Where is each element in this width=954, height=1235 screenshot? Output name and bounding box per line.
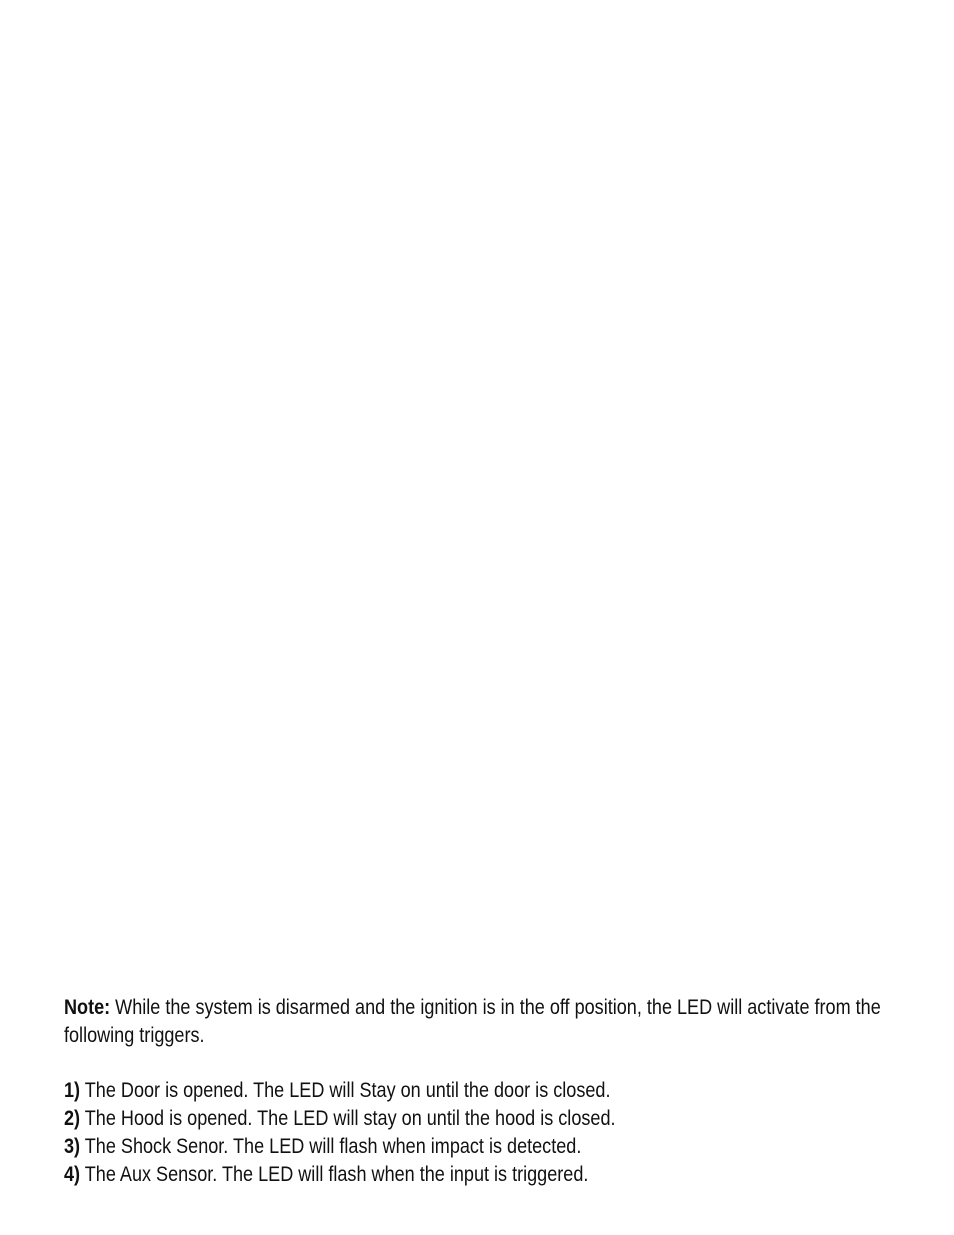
trigger-text: The Aux Sensor. The LED will flash when the input is triggered. <box>80 1163 589 1186</box>
note-paragraph <box>64 994 914 1050</box>
trigger-item-2 <box>64 1105 914 1133</box>
trigger-item-4 <box>64 1161 914 1189</box>
trigger-text: The Door is opened. The LED will Stay on until the door is closed. <box>80 1079 611 1102</box>
trigger-number: 1) <box>64 1079 81 1102</box>
trigger-item-1 <box>64 1077 914 1105</box>
trigger-text: The Hood is opened. The LED will stay on until the hood is closed. <box>80 1107 616 1130</box>
trigger-list <box>64 1077 914 1189</box>
note-label: Note: <box>64 996 111 1019</box>
note-section <box>64 994 914 1189</box>
trigger-item-3 <box>64 1133 914 1161</box>
note-text: While the system is disarmed and the ignition is in the off position, the LED will activate from the following triggers. <box>64 996 881 1047</box>
trigger-number: 2) <box>64 1107 81 1130</box>
trigger-text: The Shock Senor. The LED will flash when impact is detected. <box>80 1135 582 1158</box>
trigger-number: 4) <box>64 1163 81 1186</box>
trigger-number: 3) <box>64 1135 81 1158</box>
